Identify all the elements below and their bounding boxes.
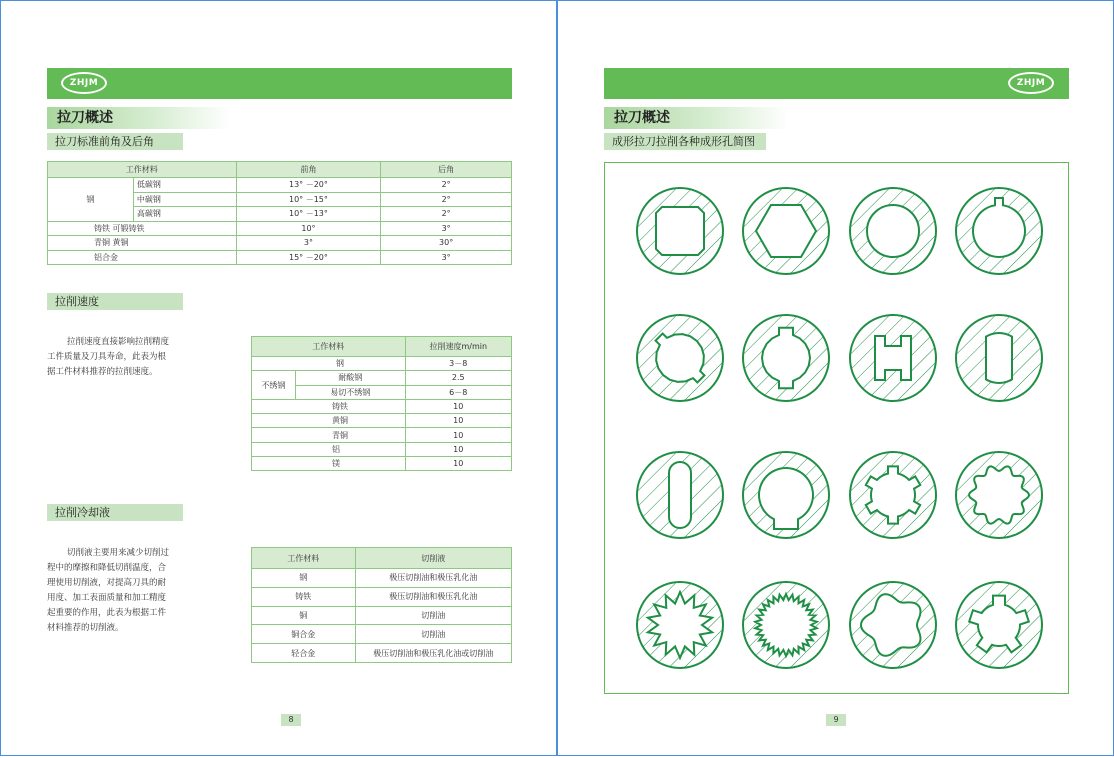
table-row [48,221,512,236]
table-cell: 极压切削油和极压乳化油 [355,587,511,606]
table-cell: 6－8 [405,385,511,399]
table-cell: 10 [405,457,511,471]
speed-subtitle: 拉削速度 [47,293,183,310]
angles-table [47,161,512,265]
table-cell: 钢 [252,357,406,371]
text-line: 起重要的作用，此表为根据工件 [47,608,167,618]
table-row [252,587,512,606]
square-hole [637,188,723,274]
coolant-subtitle: 拉削冷却液 [47,504,183,521]
shapes-frame [604,162,1069,694]
table-cell: 轻合金 [252,644,356,663]
section-title: 拉刀概述 [604,107,789,129]
table-cell: 铝 [252,442,406,456]
table-cell: 2° [381,178,512,193]
obround-slot [637,452,723,538]
double-rect-keyway-hole [743,315,829,401]
table-cell: 易切不绣钢 [295,385,405,399]
table-cell: 3－8 [405,357,511,371]
table-cell: 铜合金 [252,625,356,644]
table-row [252,428,512,442]
text-line: 据工件材料推荐的拉削速度。 [47,367,158,377]
header-cell: 工作材料 [48,162,237,178]
speed-description [47,335,217,380]
header-cell: 切削液 [355,548,511,569]
table-row [48,178,512,193]
table-cell: 10° －15° [236,192,381,207]
table-cell: 黄铜 [252,414,406,428]
text-line: 拉削速度直接影响拉削精度 [67,337,170,347]
rect-spline-hole [850,452,936,538]
double-keyway-hole [637,315,723,401]
table-cell: 30° [381,236,512,251]
group-cell: 钢 [48,178,134,222]
header-cell: 后角 [381,162,512,178]
single-keyway-hole [956,188,1042,274]
table-cell: 低碳钢 [133,178,236,193]
table-cell: 铸铁 [252,587,356,606]
table-cell: 中碳钢 [133,192,236,207]
round-hole [850,188,936,274]
hexagon-hole [743,188,829,274]
table-cell: 3° [381,250,512,265]
right-page [557,0,1114,756]
table-cell: 10 [405,399,511,413]
table-cell: 2.5 [405,371,511,385]
header-cell: 工作材料 [252,337,406,357]
table-cell: 10 [405,442,511,456]
text-line: 材料推荐的切削液。 [47,623,124,633]
table-cell: 铜 [252,606,356,625]
round-spline-hole [956,452,1042,538]
table-cell: 镁 [252,457,406,471]
scalloped-hole [850,582,936,668]
table-row [252,414,512,428]
table-row [48,250,512,265]
table-row [252,625,512,644]
table-cell: 10 [405,428,511,442]
table-cell: 3° [381,221,512,236]
coolant-table [251,547,512,663]
table-cell: 钢 [252,569,356,588]
header-bar [604,68,1069,99]
table-cell: 青铜 [252,428,406,442]
table-cell: 极压切削油和极压乳化油 [355,569,511,588]
table-row [252,371,512,385]
table-cell: 2° [381,192,512,207]
table-cell: 15° －20° [236,250,381,265]
table-row [252,357,512,371]
table-cell: 2° [381,207,512,222]
table-row [48,236,512,251]
table-cell: 10 [405,414,511,428]
rect-keyway-hole [743,452,829,538]
table-row [252,457,512,471]
table-cell: 青铜 黄铜 [48,236,237,251]
coolant-description [47,546,197,636]
star-spline-hole [956,582,1042,668]
table-cell: 铸铁 可锻铸铁 [48,221,237,236]
table-row [252,569,512,588]
text-line: 程中的摩擦和降低切削温度，合 [47,563,167,573]
double-flat-hole [956,315,1042,401]
header-cell: 前角 [236,162,381,178]
table-row [252,399,512,413]
table-cell: 高碳钢 [133,207,236,222]
header-cell: 工作材料 [252,548,356,569]
triangular-serration-hole [637,582,723,668]
shapes-subtitle: 成形拉刀拉削各种成形孔简图 [604,133,766,150]
page-number: 9 [826,714,846,726]
table-cell: 10° －13° [236,207,381,222]
speed-table [251,336,512,471]
fine-serration-hole [743,582,829,668]
logo: ZHJM [61,72,107,94]
section-title: 拉刀概述 [47,107,232,129]
table-cell: 铝合金 [48,250,237,265]
text-line: 工件质量及刀具寿命，此表为根 [47,352,167,362]
table-row [252,442,512,456]
table-cell: 切削油 [355,625,511,644]
angles-subtitle: 拉刀标准前角及后角 [47,133,183,150]
table-cell: 极压切削油和极压乳化油或切削油 [355,644,511,663]
table-cell: 3° [236,236,381,251]
table-row [252,644,512,663]
group-cell: 不绣钢 [252,371,296,400]
double-flat-slotted-hole [850,315,936,401]
table-row [252,606,512,625]
table-cell: 13° －20° [236,178,381,193]
page-number: 8 [281,714,301,726]
text-line: 切削液主要用来减少切削过 [67,548,170,558]
table-cell: 10° [236,221,381,236]
text-line: 用度、加工表面质量和加工精度 [47,593,167,603]
table-cell: 耐酸钢 [295,371,405,385]
left-page [0,0,557,756]
header-bar [47,68,512,99]
shapes-diagram [605,163,1068,693]
table-cell: 切削油 [355,606,511,625]
logo: ZHJM [1008,72,1054,94]
text-line: 理使用切削液，对提高刀具的耐 [47,578,167,588]
table-cell: 铸铁 [252,399,406,413]
header-cell: 拉削速度m/min [405,337,511,357]
